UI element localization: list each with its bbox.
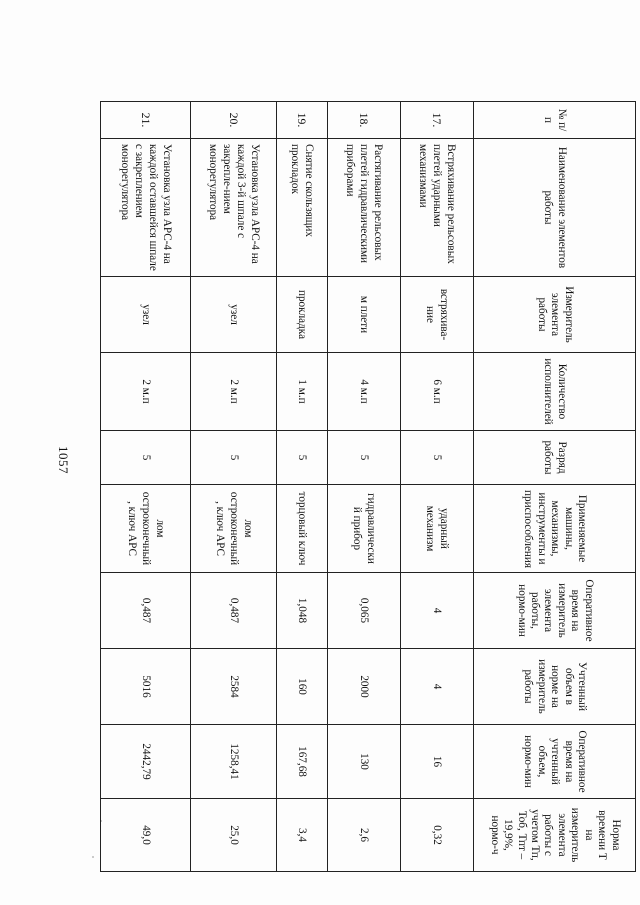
header-op-total: Оперативное время на учтенный объем, нормо-мин — [474, 725, 636, 799]
row-name: Установка узла АРС-4 на каждой оставшейся шпале с закреплением монорегулятора — [101, 139, 191, 277]
row-op-total: 16 — [400, 725, 473, 799]
row-op-time: 1,048 — [276, 573, 327, 649]
row-tools: гидравлически й прибор — [327, 485, 400, 573]
row-workers: 1 м.п — [276, 353, 327, 431]
row-tools: ударный механизм — [400, 485, 473, 573]
row-norm: 25,0 — [191, 799, 277, 872]
row-meter: прокладка — [276, 277, 327, 353]
row-grade: 5 — [400, 431, 473, 485]
scan-speck — [92, 856, 94, 858]
table-row — [101, 102, 191, 872]
row-name: Встряхивание рельсовых плетей ударными механизмами — [400, 139, 473, 277]
row-op-total: 2442,79 — [101, 725, 191, 799]
row-name: Растягивание рельсовых плетей гидравлическими приборами — [327, 139, 400, 277]
page-number-text: 1057 — [56, 446, 71, 474]
row-tools: торцовый ключ — [276, 485, 327, 573]
header-num: № п/п — [474, 102, 636, 139]
table-row — [276, 102, 327, 872]
table-row — [400, 102, 473, 872]
row-meter: узел — [101, 277, 191, 353]
row-op-time: 0,487 — [101, 573, 191, 649]
header-op-time: Оперативное время на измеритель элемента работы, нормо-мин — [474, 573, 636, 649]
row-op-time: 0,065 — [327, 573, 400, 649]
header-volume: Учтенный объем в норме на измеритель работы — [474, 649, 636, 725]
header-norm: Норма времени Т на измеритель элемента работы с учетом Тп, Тоб, Тпт – 19,9%, нормо-ч — [474, 799, 636, 872]
page-number — [46, 440, 80, 480]
row-op-total: 167,68 — [276, 725, 327, 799]
row-meter: узел — [191, 277, 277, 353]
row-workers: 6 м.п — [400, 353, 473, 431]
row-op-time: 4 — [400, 573, 473, 649]
row-grade: 5 — [101, 431, 191, 485]
row-grade: 5 — [276, 431, 327, 485]
row-grade: 5 — [191, 431, 277, 485]
table-row — [327, 102, 400, 872]
row-num: 19. — [276, 102, 327, 139]
row-num: 20. — [191, 102, 277, 139]
row-norm: 3,4 — [276, 799, 327, 872]
header-row — [474, 102, 636, 872]
row-volume: 5016 — [101, 649, 191, 725]
row-name: Снятие скользящих прокладок — [276, 139, 327, 277]
row-op-total: 130 — [327, 725, 400, 799]
row-volume: 2584 — [191, 649, 277, 725]
row-num: 21. — [101, 102, 191, 139]
header-workers: Количество исполнителей — [474, 353, 636, 431]
row-volume: 160 — [276, 649, 327, 725]
row-norm: 2,6 — [327, 799, 400, 872]
header-name: Наименование элементов работы — [474, 139, 636, 277]
row-op-time: 0,487 — [191, 573, 277, 649]
row-num: 17. — [400, 102, 473, 139]
header-meter: Измеритель элемента работы — [474, 277, 636, 353]
row-tools: лом остроконечный , ключ АРС — [101, 485, 191, 573]
row-num: 18. — [327, 102, 400, 139]
row-op-total: 1258,41 — [191, 725, 277, 799]
row-name: Установка узла АРС-4 на каждой 3-й шпале с закрепле-нием монорегулятора — [191, 139, 277, 277]
row-norm: 49,0 — [101, 799, 191, 872]
row-meter: встряхива-ние — [400, 277, 473, 353]
row-volume: 4 — [400, 649, 473, 725]
header-grade: Разряд работы — [474, 431, 636, 485]
row-workers: 2 м.п — [101, 353, 191, 431]
table-row — [191, 102, 277, 872]
row-volume: 2000 — [327, 649, 400, 725]
row-meter: м плети — [327, 277, 400, 353]
row-norm: 0,32 — [400, 799, 473, 872]
norms-table — [100, 101, 636, 872]
row-tools: лом остроконечный , ключ АРС — [191, 485, 277, 573]
row-workers: 4 м.п — [327, 353, 400, 431]
norms-table-container — [100, 101, 636, 863]
row-workers: 2 м.п — [191, 353, 277, 431]
header-tools: Применяемые машины, механизмы, инструменты и приспособления — [474, 485, 636, 573]
row-grade: 5 — [327, 431, 400, 485]
